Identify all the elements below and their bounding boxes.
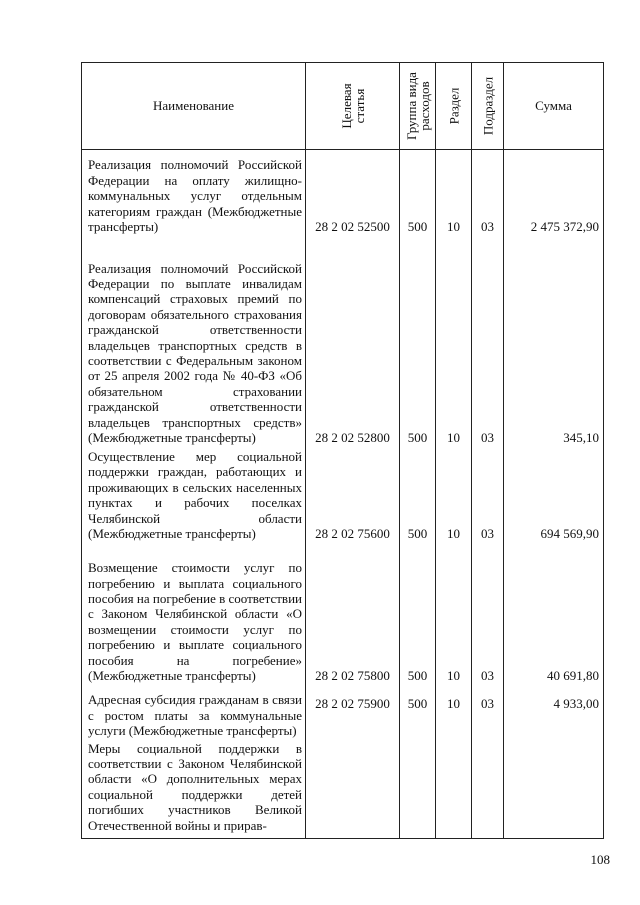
row-group: 500: [400, 542, 436, 684]
row-name: Реализация полномочий Российской Федерации по выплате инвалидам компенсаций страховых премий по договорам обязательного страхования гражданской ответственности владельцев транспортных средств в соответствии с Федеральным законом от 25 апреля 2002 года № 40-ФЗ «Об обязательном страховании гражданской ответственности владельцев транспортных средств» (Межбюджетные трансферты): [82, 235, 306, 446]
row-amount: 345,10: [504, 235, 604, 446]
row-group: 500: [400, 684, 436, 739]
header-section-label: Раздел: [446, 87, 461, 125]
table-header-row: [82, 63, 604, 150]
row-code: 28 2 02 75600: [306, 446, 400, 542]
row-code: 28 2 02 52500: [306, 150, 400, 235]
row-group: 500: [400, 235, 436, 446]
row-group: 500: [400, 150, 436, 235]
budget-table: [81, 62, 604, 839]
row-name: Осуществление мер социальной поддержки граждан, работающих и проживающих в сельских населенных пунктах и рабочих поселках Челябинской области (Межбюджетные трансферты): [82, 446, 306, 542]
row-section: 10: [436, 446, 472, 542]
row-section: 10: [436, 542, 472, 684]
row-amount: 4 933,00: [504, 684, 604, 739]
row-name: Меры социальной поддержки в соответствии с Законом Челябинской области «О дополнительных мерах социальной поддержки детей погибших участников Великой Отечественной войны и прирав-: [82, 739, 306, 839]
row-group: 500: [400, 446, 436, 542]
row-name: Реализация полномочий Российской Федерации на оплату жилищно-коммунальных услуг отдельным категориям граждан (Межбюджетные трансферты): [82, 150, 306, 235]
row-code: 28 2 02 75900: [306, 684, 400, 739]
row-amount: 2 475 372,90: [504, 150, 604, 235]
table-row: [82, 542, 604, 684]
row-section: [436, 739, 472, 839]
header-name: Наименование: [82, 63, 306, 150]
header-subsection: [472, 63, 504, 150]
row-name: Адресная субсидия гражданам в связи с ростом платы за коммунальные услуги (Межбюджетные трансферты): [82, 684, 306, 739]
row-group: [400, 739, 436, 839]
header-sum: Сумма: [504, 63, 604, 150]
table-row: [82, 150, 604, 235]
row-code: 28 2 02 52800: [306, 235, 400, 446]
row-subsection: 03: [472, 542, 504, 684]
row-code: [306, 739, 400, 839]
row-subsection: 03: [472, 150, 504, 235]
row-amount: 40 691,80: [504, 542, 604, 684]
table-row: [82, 446, 604, 542]
row-subsection: 03: [472, 684, 504, 739]
row-subsection: 03: [472, 446, 504, 542]
header-section: [436, 63, 472, 150]
row-amount: 694 569,90: [504, 446, 604, 542]
row-amount: [504, 739, 604, 839]
row-name: Возмещение стоимости услуг по погребению и выплата социального пособия на погребение в соответствии с Законом Челябинской области «О возмещении стоимости услуг по погребению и выплате социального пособия на погребение» (Межбюджетные трансферты): [82, 542, 306, 684]
header-target-label: Целевая статья: [338, 83, 367, 129]
header-subsection-label: Подраздел: [480, 76, 495, 136]
row-subsection: [472, 739, 504, 839]
row-section: 10: [436, 684, 472, 739]
page-number: 108: [590, 852, 610, 867]
row-section: 10: [436, 235, 472, 446]
header-target: [306, 63, 400, 150]
row-subsection: 03: [472, 235, 504, 446]
table-row: [82, 684, 604, 739]
table-row: [82, 235, 604, 446]
row-code: 28 2 02 75800: [306, 542, 400, 684]
table-row: [82, 739, 604, 839]
header-group-label: Группа вида расходов: [403, 72, 432, 140]
row-section: 10: [436, 150, 472, 235]
header-group: [400, 63, 436, 150]
